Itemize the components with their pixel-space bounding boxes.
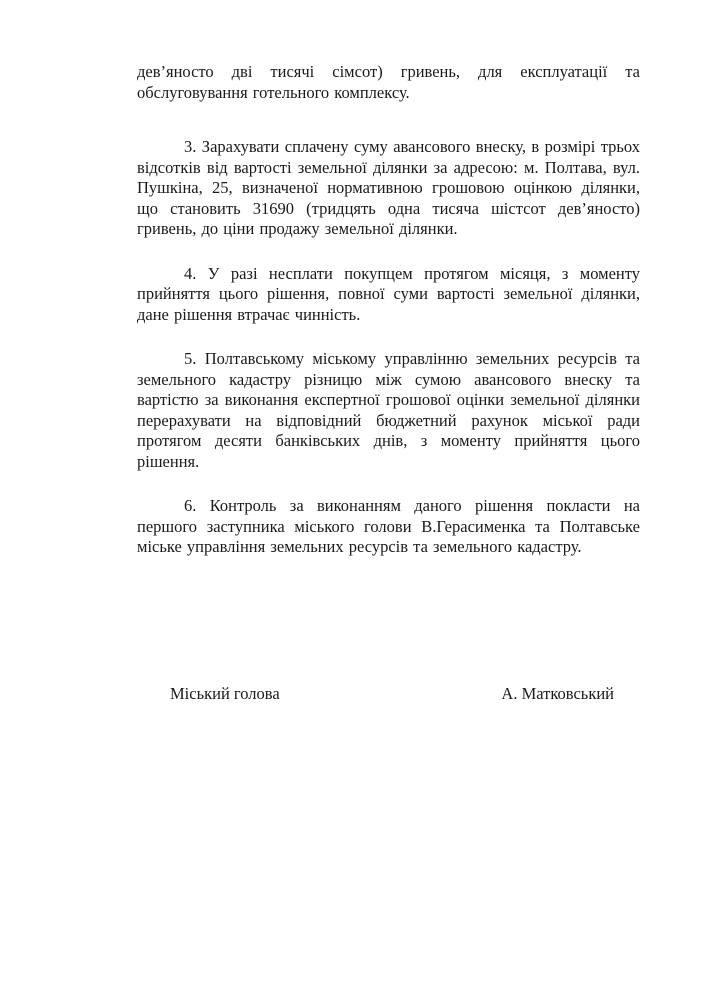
signatory-title: Міський голова [170,684,280,703]
document-body [137,62,640,582]
paragraph-item-5: 5. Полтавському міському управлінню земельних ресурсів та земельного кадастру різницю між сумою авансового внеску та вартістю за виконання експертної грошової оцінки земельної ділянки перерахувати на відповідний бюджетний рахунок міської ради протягом десяти банківських днів, з моменту прийняття цього рішення. [137,349,640,471]
paragraph-item-6: 6. Контроль за виконанням даного рішення покласти на першого заступника міського голови В.Герасименка та Полтавське міське управління земельних ресурсів та земельного кадастру. [137,496,640,556]
signatory-name: А. Матковський [501,684,614,703]
paragraph-item-3: 3. Зарахувати сплачену суму авансового внеску, в розмірі трьох відсотків від вартості земельної ділянки за адресою: м. Полтава, вул. Пушкіна, 25, визначеної нормативною грошовою оцінкою ділянки, що становить 31690 (тридцять одна тисяча шістсот дев’яносто) гривень, до ціни продажу земельної ділянки. [137,137,640,238]
paragraph-continuation: дев’яносто дві тисячі сімсот) гривень, для експлуатації та обслуговування готельного комплексу. [137,62,640,102]
paragraph-item-4: 4. У разі несплати покупцем протягом місяця, з моменту прийняття цього рішення, повної суми вартості земельної ділянки, дане рішення втрачає чинність. [137,263,640,324]
signature-row [137,684,640,705]
